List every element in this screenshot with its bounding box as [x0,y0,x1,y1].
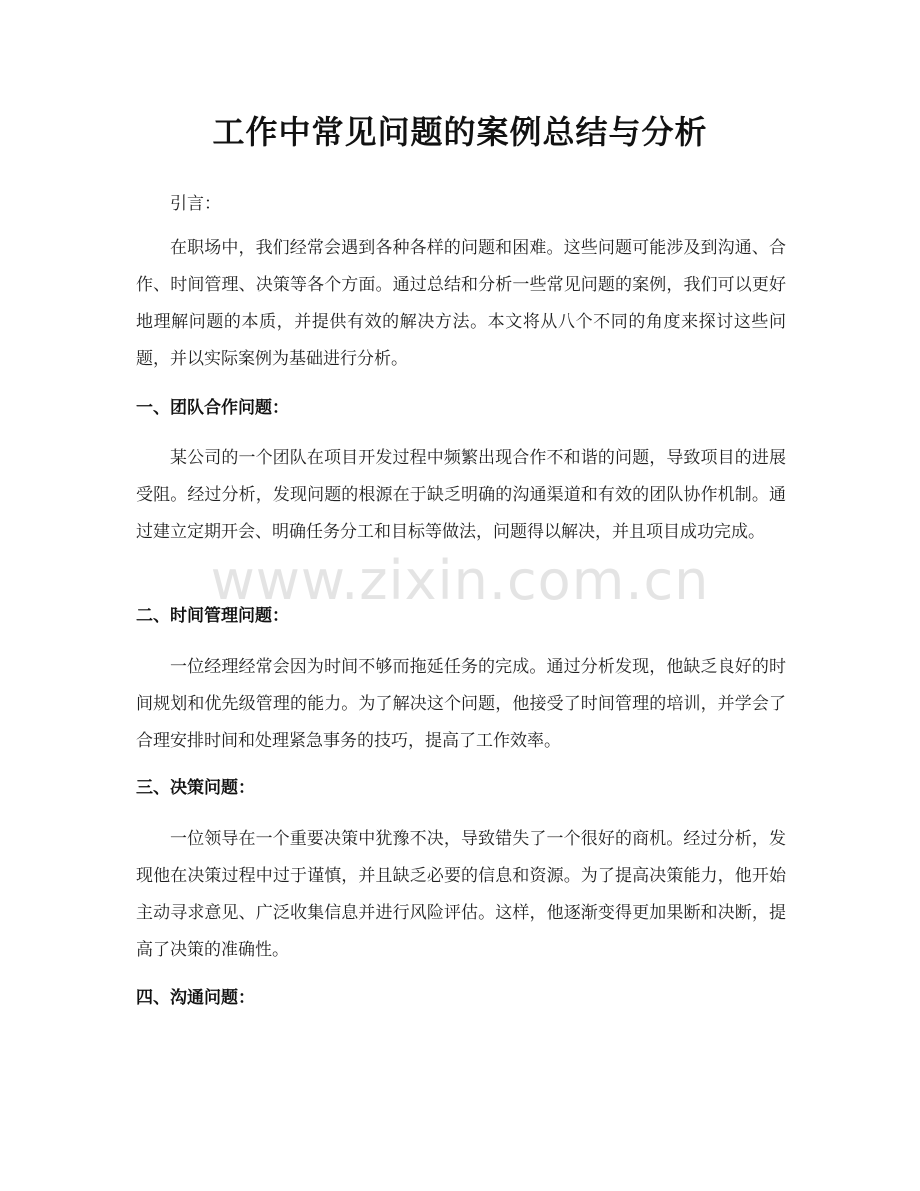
document-title: 工作中常见问题的案例总结与分析 [212,113,708,151]
section-heading-teamwork: 一、团队合作问题： [136,398,289,418]
section-paragraph-time-management: 一位经理经常会因为时间不够而拖延任务的完成。通过分析发现，他缺乏良好的时间规划和优先级管理的能力。为了解决这个问题，他接受了时间管理的培训，并学会了合理安排时间和处理紧急事务的技巧，提高了工作效率。 [136,657,786,751]
intro-paragraph: 在职场中，我们经常会遇到各种各样的问题和困难。这些问题可能涉及到沟通、合作、时间管理、决策等各个方面。通过总结和分析一些常见问题的案例，我们可以更好地理解问题的本质，并提供有效的解决方法。本文将从八个不同的角度来探讨这些问题，并以实际案例为基础进行分析。 [136,238,786,369]
section-heading-communication: 四、沟通问题： [136,988,255,1008]
section-heading-decision: 三、决策问题： [136,778,255,798]
section-paragraph-decision: 一位领导在一个重要决策中犹豫不决，导致错失了一个很好的商机。经过分析，发现他在决策过程中过于谨慎，并且缺乏必要的信息和资源。为了提高决策能力，他开始主动寻求意见、广泛收集信息并进行风险评估。这样，他逐渐变得更加果断和决断，提高了决策的准确性。 [136,829,786,960]
intro-label: 引言： [170,194,221,214]
watermark-text: www.zixin.com.cn [210,549,710,612]
section-heading-time-management: 二、时间管理问题： [136,606,289,626]
section-paragraph-teamwork: 某公司的一个团队在项目开发过程中频繁出现合作不和谐的问题，导致项目的进展受阻。经过分析，发现问题的根源在于缺乏明确的沟通渠道和有效的团队协作机制。通过建立定期开会、明确任务分工和目标等做法，问题得以解决，并且项目成功完成。 [136,448,786,542]
